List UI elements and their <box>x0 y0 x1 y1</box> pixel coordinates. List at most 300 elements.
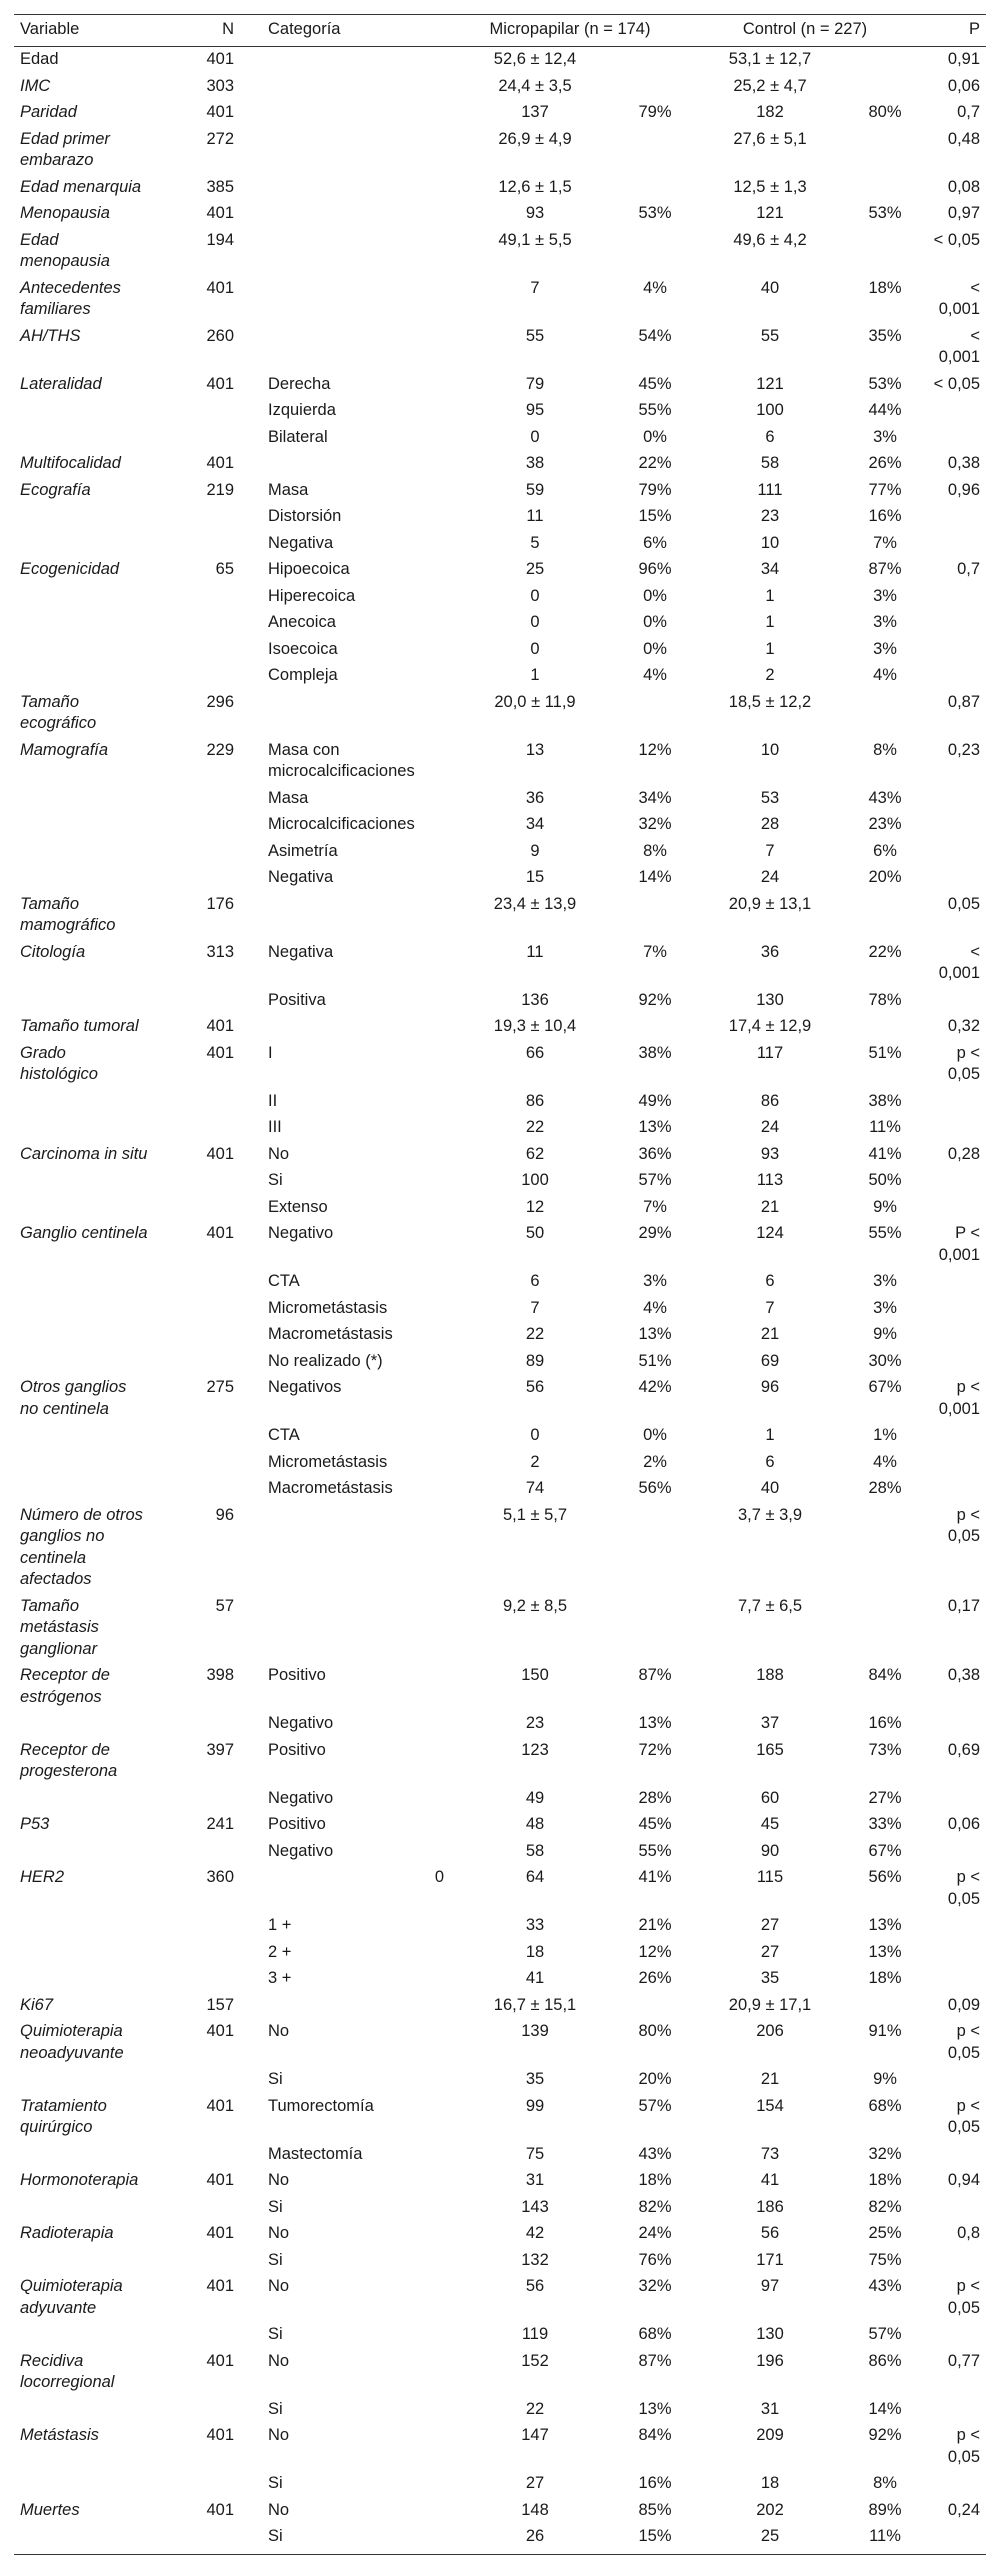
cell-control-value: 69 <box>760 1351 780 1370</box>
cell-control-value: 121 <box>756 204 784 222</box>
cell-control-percent: 3% <box>873 639 897 658</box>
cell-micropapilar-value: 16,7 ± 15,1 <box>493 1995 577 2014</box>
cell-micropapilar-percent: 0% <box>643 427 667 446</box>
cell-variable: HER2 <box>20 1868 65 1886</box>
cell-category <box>240 276 450 324</box>
cell-control-value: 58 <box>760 454 780 472</box>
cell-n <box>154 2067 240 2094</box>
cell-p-value <box>920 865 986 892</box>
table-row <box>14 1993 986 2020</box>
cell-micropapilar-value: 0 <box>530 613 540 631</box>
cell-p-value <box>920 610 986 637</box>
cell-category: Masa <box>268 480 309 499</box>
cell-p-value: 0,08 <box>947 177 981 196</box>
cell-control-percent: 56% <box>868 1868 902 1886</box>
cell-micropapilar-value: 0 <box>530 427 540 446</box>
cell-control-value: 21 <box>760 2070 780 2088</box>
cell-category: 2 + <box>268 1942 292 1961</box>
cell-variable <box>14 584 154 611</box>
cell-micropapilar-value: 35 <box>525 2070 545 2088</box>
cell-micropapilar-value: 55 <box>525 326 545 345</box>
cell-variable: Otros ganglios no centinela <box>20 1378 127 1418</box>
cell-control-percent <box>850 47 920 74</box>
cell-p-value <box>920 1296 986 1323</box>
cell-control-value: 93 <box>760 1144 780 1163</box>
cell-micropapilar-value: 22 <box>525 1325 545 1343</box>
cell-n: 229 <box>206 740 234 759</box>
cell-n <box>154 988 240 1015</box>
cell-control-percent: 3% <box>873 613 897 631</box>
table-row <box>14 1738 986 1786</box>
cell-micropapilar-value: 132 <box>521 2250 549 2269</box>
cell-control-value: 121 <box>756 374 784 393</box>
cell-micropapilar-percent: 45% <box>638 1815 672 1833</box>
table-row <box>14 1375 986 1423</box>
cell-control-percent <box>850 228 920 276</box>
cell-control-value: 7 <box>765 841 775 860</box>
cell-control-percent: 3% <box>873 427 897 446</box>
cell-variable: Ki67 <box>20 1995 54 2014</box>
cell-category: Si <box>268 2399 283 2418</box>
cell-micropapilar-value: 123 <box>521 1740 549 1759</box>
cell-micropapilar-percent: 76% <box>638 2250 672 2269</box>
cell-micropapilar-percent: 0% <box>643 639 667 658</box>
cell-category: Negativo <box>268 1841 334 1860</box>
cell-micropapilar-value: 148 <box>521 2500 549 2519</box>
cell-micropapilar-value: 11 <box>526 942 544 961</box>
table-row <box>14 425 986 452</box>
table-row <box>14 2349 986 2397</box>
cell-micropapilar-percent: 7% <box>643 1197 667 1216</box>
table-row <box>14 1041 986 1089</box>
cell-control-value: 55 <box>760 326 780 345</box>
cell-n <box>154 1711 240 1738</box>
cell-n: 194 <box>206 230 234 249</box>
cell-micropapilar-percent: 29% <box>638 1224 672 1242</box>
cell-p-value <box>920 425 986 452</box>
cell-n <box>154 610 240 637</box>
cell-micropapilar-value: 150 <box>521 1666 549 1684</box>
cell-n <box>154 637 240 664</box>
cell-control-percent: 18% <box>868 1969 902 1987</box>
table-row <box>14 1503 986 1594</box>
cell-micropapilar-percent <box>620 892 690 940</box>
cell-micropapilar-value: 34 <box>525 815 545 833</box>
table-row <box>14 1296 986 1323</box>
cell-control-value: 6 <box>765 1452 775 1471</box>
cell-variable <box>14 1476 154 1503</box>
cell-micropapilar-value: 23 <box>525 1714 545 1732</box>
cell-micropapilar-percent: 8% <box>643 841 667 860</box>
cell-control-value: 40 <box>760 278 780 297</box>
cell-micropapilar-value: 137 <box>521 103 549 121</box>
table-row <box>14 47 986 74</box>
cell-micropapilar-percent <box>620 74 690 101</box>
cell-control-value: 113 <box>756 1171 784 1189</box>
cell-control-percent <box>850 690 920 738</box>
cell-n: 401 <box>206 2224 234 2242</box>
cell-n: 296 <box>206 692 234 711</box>
cell-variable <box>14 2524 154 2554</box>
cell-p-value <box>920 584 986 611</box>
table-row <box>14 1168 986 1195</box>
cell-variable <box>14 1913 154 1940</box>
table-row <box>14 228 986 276</box>
table-row <box>14 1839 986 1866</box>
cell-control-percent: 73% <box>868 1740 902 1759</box>
cell-category <box>240 1503 450 1594</box>
cell-control-value: 56 <box>760 2224 780 2242</box>
cell-variable: Multifocalidad <box>20 454 121 472</box>
cell-control-value: 165 <box>756 1740 784 1759</box>
table-row <box>14 1940 986 1967</box>
cell-micropapilar-value: 52,6 ± 12,4 <box>493 50 577 68</box>
cell-n: 401 <box>206 2351 234 2370</box>
cell-p-value: < 0,05 <box>933 374 981 393</box>
cell-category: Si <box>268 2325 283 2343</box>
cell-control-value: 97 <box>760 2277 780 2295</box>
cell-category: 3 + <box>268 1969 292 1987</box>
table-row <box>14 478 986 505</box>
cell-micropapilar-percent <box>620 690 690 738</box>
table-row <box>14 531 986 558</box>
cell-p-value <box>920 839 986 866</box>
cell-variable: Metástasis <box>20 2426 99 2444</box>
cell-control-value: 27 <box>760 1942 780 1961</box>
cell-variable <box>14 2248 154 2275</box>
cell-control-percent: 9% <box>873 1325 897 1343</box>
cell-micropapilar-value: 93 <box>525 204 545 222</box>
cell-p-value <box>920 1168 986 1195</box>
cell-micropapilar-percent: 12% <box>638 740 672 759</box>
cell-micropapilar-percent: 28% <box>638 1788 672 1807</box>
cell-category: II <box>268 1091 278 1110</box>
cell-n: 360 <box>206 1868 234 1886</box>
table-row <box>14 398 986 425</box>
cell-micropapilar-percent: 32% <box>638 815 672 833</box>
cell-category: Izquierda <box>268 401 336 419</box>
cell-n <box>154 1839 240 1866</box>
cell-control-percent: 33% <box>868 1815 902 1833</box>
table-row <box>14 1195 986 1222</box>
cell-micropapilar-value: 41 <box>525 1969 545 1987</box>
cell-control-percent: 77% <box>868 480 902 499</box>
cell-p-value <box>920 531 986 558</box>
cell-n <box>154 1269 240 1296</box>
cell-control-value: 196 <box>756 2351 784 2370</box>
cell-variable <box>14 1423 154 1450</box>
cell-n <box>154 2142 240 2169</box>
cell-n <box>154 1476 240 1503</box>
cell-category <box>240 1014 450 1041</box>
cell-p-value: 0,38 <box>947 1666 981 1684</box>
table-row <box>14 1221 986 1269</box>
cell-n <box>154 584 240 611</box>
cell-micropapilar-value: 95 <box>525 401 545 419</box>
cell-control-percent: 91% <box>868 2022 902 2040</box>
table-row <box>14 2524 986 2554</box>
table-row <box>14 1786 986 1813</box>
cell-p-value: 0,24 <box>947 2500 981 2519</box>
cell-micropapilar-percent: 57% <box>638 1171 672 1189</box>
table-row <box>14 663 986 690</box>
cell-micropapilar-value: 11 <box>526 507 544 525</box>
cell-p-value: 0,7 <box>957 560 981 578</box>
cell-category: Micrometástasis <box>268 1298 388 1317</box>
cell-control-value: 17,4 ± 12,9 <box>728 1017 812 1035</box>
cell-micropapilar-percent: 55% <box>638 401 672 419</box>
cell-category: Si <box>268 2070 283 2088</box>
cell-micropapilar-value: 27 <box>525 2474 545 2492</box>
cell-category: No <box>268 2426 290 2444</box>
cell-control-percent: 28% <box>868 1479 902 1497</box>
cell-n: 401 <box>206 2500 234 2519</box>
cell-category <box>240 690 450 738</box>
cell-control-percent: 9% <box>873 1197 897 1216</box>
cell-micropapilar-percent: 32% <box>638 2277 672 2295</box>
cell-n: 385 <box>206 177 234 196</box>
cell-n: 401 <box>206 278 234 297</box>
cell-p-value <box>920 1711 986 1738</box>
cell-category <box>240 324 450 372</box>
cell-control-percent: 86% <box>868 2351 902 2370</box>
cell-control-percent: 57% <box>868 2325 902 2343</box>
cell-category: Hipoecoica <box>268 560 350 578</box>
table-row <box>14 1966 986 1993</box>
cell-variable: Tamaño mamográfico <box>20 894 116 934</box>
header-categoria: Categoría <box>240 15 450 47</box>
cell-n <box>154 663 240 690</box>
cell-micropapilar-percent <box>620 1993 690 2020</box>
cell-control-value: 130 <box>756 990 784 1009</box>
cell-micropapilar-percent: 84% <box>638 2426 672 2444</box>
table-row <box>14 1142 986 1169</box>
cell-control-percent: 8% <box>873 740 897 759</box>
table-row <box>14 1014 986 1041</box>
cell-category: Negativo <box>268 1788 334 1807</box>
cell-p-value <box>920 1089 986 1116</box>
cell-variable: Carcinoma in situ <box>20 1144 148 1163</box>
cell-n <box>154 504 240 531</box>
cell-category: Tumorectomía <box>268 2096 374 2115</box>
cell-micropapilar-percent: 4% <box>643 666 667 684</box>
cell-control-value: 100 <box>756 401 784 419</box>
cell-category: Microcalcificaciones <box>268 815 415 833</box>
cell-p-value <box>920 637 986 664</box>
cell-micropapilar-value: 99 <box>525 2096 545 2115</box>
cell-n: 96 <box>215 1505 234 1524</box>
cell-control-percent: 22% <box>868 942 902 961</box>
cell-variable: Recidiva locorregional <box>20 2351 115 2391</box>
cell-control-percent: 13% <box>868 1916 902 1934</box>
cell-p-value: 0,32 <box>947 1017 981 1035</box>
table-row <box>14 2195 986 2222</box>
cell-p-value: P < 0,001 <box>938 1224 981 1264</box>
cell-micropapilar-percent: 4% <box>643 1298 667 1317</box>
cell-p-value <box>920 1966 986 1993</box>
table-row <box>14 738 986 786</box>
cell-n: 401 <box>206 1144 234 1163</box>
cell-category: Negativa <box>268 942 334 961</box>
cell-variable: Quimioterapia neoadyuvante <box>20 2022 124 2062</box>
cell-micropapilar-percent: 15% <box>620 2524 690 2554</box>
cell-control-percent <box>850 1503 920 1594</box>
table-row <box>14 1089 986 1116</box>
table-row <box>14 2274 986 2322</box>
cell-category: Masa <box>268 788 309 807</box>
cell-control-value: 31 <box>760 2399 780 2418</box>
cell-micropapilar-percent: 51% <box>638 1351 672 1370</box>
cell-control-percent: 4% <box>873 1452 897 1471</box>
cell-control-percent: 67% <box>868 1378 902 1396</box>
cell-micropapilar-percent: 92% <box>638 990 672 1009</box>
data-table <box>14 14 986 2555</box>
cell-control-value: 21 <box>760 1325 780 1343</box>
cell-control-percent: 53% <box>868 204 902 222</box>
cell-micropapilar-percent: 3% <box>643 1272 667 1290</box>
cell-micropapilar-value: 18 <box>525 1942 545 1961</box>
cell-variable: Receptor de estrógenos <box>20 1666 110 1706</box>
cell-variable <box>14 1786 154 1813</box>
table-row <box>14 1476 986 1503</box>
cell-micropapilar-percent <box>620 228 690 276</box>
cell-n <box>154 1940 240 1967</box>
cell-variable: Tamaño tumoral <box>20 1017 139 1035</box>
cell-variable <box>14 1349 154 1376</box>
cell-control-value: 24 <box>760 868 780 886</box>
cell-micropapilar-percent: 57% <box>638 2096 672 2115</box>
cell-micropapilar-percent: 21% <box>638 1916 672 1934</box>
table-row <box>14 175 986 202</box>
cell-micropapilar-value: 12 <box>525 1197 545 1216</box>
cell-p-value <box>920 2142 986 2169</box>
table-row <box>14 940 986 988</box>
cell-control-value: 171 <box>756 2250 784 2269</box>
table-row <box>14 504 986 531</box>
cell-micropapilar-percent: 53% <box>638 204 672 222</box>
cell-category: Si <box>268 2250 283 2269</box>
cell-p-value <box>920 1940 986 1967</box>
table-row <box>14 1913 986 1940</box>
cell-control-percent: 35% <box>868 326 902 345</box>
cell-variable <box>14 1115 154 1142</box>
cell-control-percent: 16% <box>868 507 902 525</box>
cell-control-percent: 43% <box>868 2277 902 2295</box>
cell-micropapilar-value: 5 <box>530 533 540 552</box>
cell-micropapilar-percent <box>620 1503 690 1594</box>
header-n: N <box>154 15 240 47</box>
cell-variable: Radioterapia <box>20 2224 114 2242</box>
table-row <box>14 276 986 324</box>
cell-category: No <box>268 2022 290 2040</box>
cell-variable <box>14 2142 154 2169</box>
cell-p-value <box>920 1349 986 1376</box>
cell-micropapilar-value: 59 <box>525 480 545 499</box>
cell-micropapilar-percent: 2% <box>643 1452 667 1471</box>
cell-micropapilar-percent: 56% <box>638 1479 672 1497</box>
cell-micropapilar-value: 23,4 ± 13,9 <box>493 894 577 913</box>
cell-micropapilar-value: 6 <box>530 1272 540 1290</box>
cell-micropapilar-value: 143 <box>521 2197 549 2216</box>
cell-micropapilar-value: 152 <box>521 2351 549 2370</box>
cell-category: III <box>268 1118 282 1136</box>
cell-micropapilar-percent: 42% <box>638 1378 672 1396</box>
cell-micropapilar-percent: 87% <box>638 2351 672 2370</box>
cell-control-value: 60 <box>760 1788 780 1807</box>
cell-p-value <box>920 1195 986 1222</box>
cell-micropapilar-value: 24,4 ± 3,5 <box>498 76 572 95</box>
cell-n <box>154 1168 240 1195</box>
cell-variable: Edad menopausia <box>20 230 110 270</box>
cell-n: 65 <box>215 560 234 578</box>
cell-category: CTA <box>268 1272 300 1290</box>
cell-n <box>154 1450 240 1477</box>
header-p: P <box>920 15 986 47</box>
table-row <box>14 2168 986 2195</box>
cell-n <box>154 1786 240 1813</box>
cell-control-value: 182 <box>756 103 784 121</box>
cell-micropapilar-value: 7 <box>530 1298 540 1317</box>
cell-micropapilar-percent: 24% <box>638 2224 672 2242</box>
cell-variable <box>14 531 154 558</box>
table-row <box>14 2248 986 2275</box>
cell-variable <box>14 1269 154 1296</box>
cell-p-value: p < 0,05 <box>947 1043 981 1083</box>
table-row <box>14 610 986 637</box>
cell-micropapilar-value: 42 <box>525 2224 545 2242</box>
cell-variable <box>14 425 154 452</box>
cell-p-value <box>920 988 986 1015</box>
cell-variable <box>14 2397 154 2424</box>
cell-control-value: 115 <box>756 1868 784 1886</box>
cell-p-value: 0,38 <box>947 454 981 472</box>
cell-category: Hiperecoica <box>268 586 356 605</box>
table-row <box>14 1450 986 1477</box>
cell-category: Si <box>240 2524 450 2554</box>
cell-p-value <box>920 2397 986 2424</box>
cell-p-value <box>920 786 986 813</box>
cell-control-value: 27 <box>760 1916 780 1934</box>
cell-control-value: 36 <box>760 942 780 961</box>
cell-category: Masa con microcalcificaciones <box>268 740 415 780</box>
cell-control-value: 53,1 ± 12,7 <box>728 50 812 68</box>
cell-micropapilar-value: 19,3 ± 10,4 <box>493 1017 577 1035</box>
cell-variable: Quimioterapia adyuvante <box>20 2277 123 2317</box>
cell-micropapilar-value: 12,6 ± 1,5 <box>498 177 572 196</box>
cell-micropapilar-value: 0 <box>530 586 540 605</box>
cell-control-percent: 80% <box>868 103 902 121</box>
cell-p-value: 0,23 <box>947 740 981 759</box>
cell-micropapilar-percent <box>620 175 690 202</box>
cell-variable: Número de otros ganglios no centinela afectados <box>20 1505 143 1588</box>
cell-control-value: 12,5 ± 1,3 <box>733 177 807 196</box>
cell-control-value: 188 <box>756 1666 784 1684</box>
cell-control-value: 1 <box>765 613 775 631</box>
cell-p-value <box>920 1423 986 1450</box>
cell-p-value <box>920 1913 986 1940</box>
cell-category: CTA <box>268 1426 300 1444</box>
cell-micropapilar-value: 26,9 ± 4,9 <box>498 129 572 148</box>
cell-n <box>154 1322 240 1349</box>
cell-micropapilar-value: 79 <box>525 374 545 393</box>
cell-control-value: 73 <box>760 2144 780 2163</box>
cell-control-value: 35 <box>760 1969 780 1987</box>
cell-category: Si <box>268 2474 283 2492</box>
table-row <box>14 2498 986 2525</box>
cell-micropapilar-percent: 15% <box>638 507 672 525</box>
table-row <box>14 892 986 940</box>
cell-control-value: 7,7 ± 6,5 <box>737 1596 803 1615</box>
